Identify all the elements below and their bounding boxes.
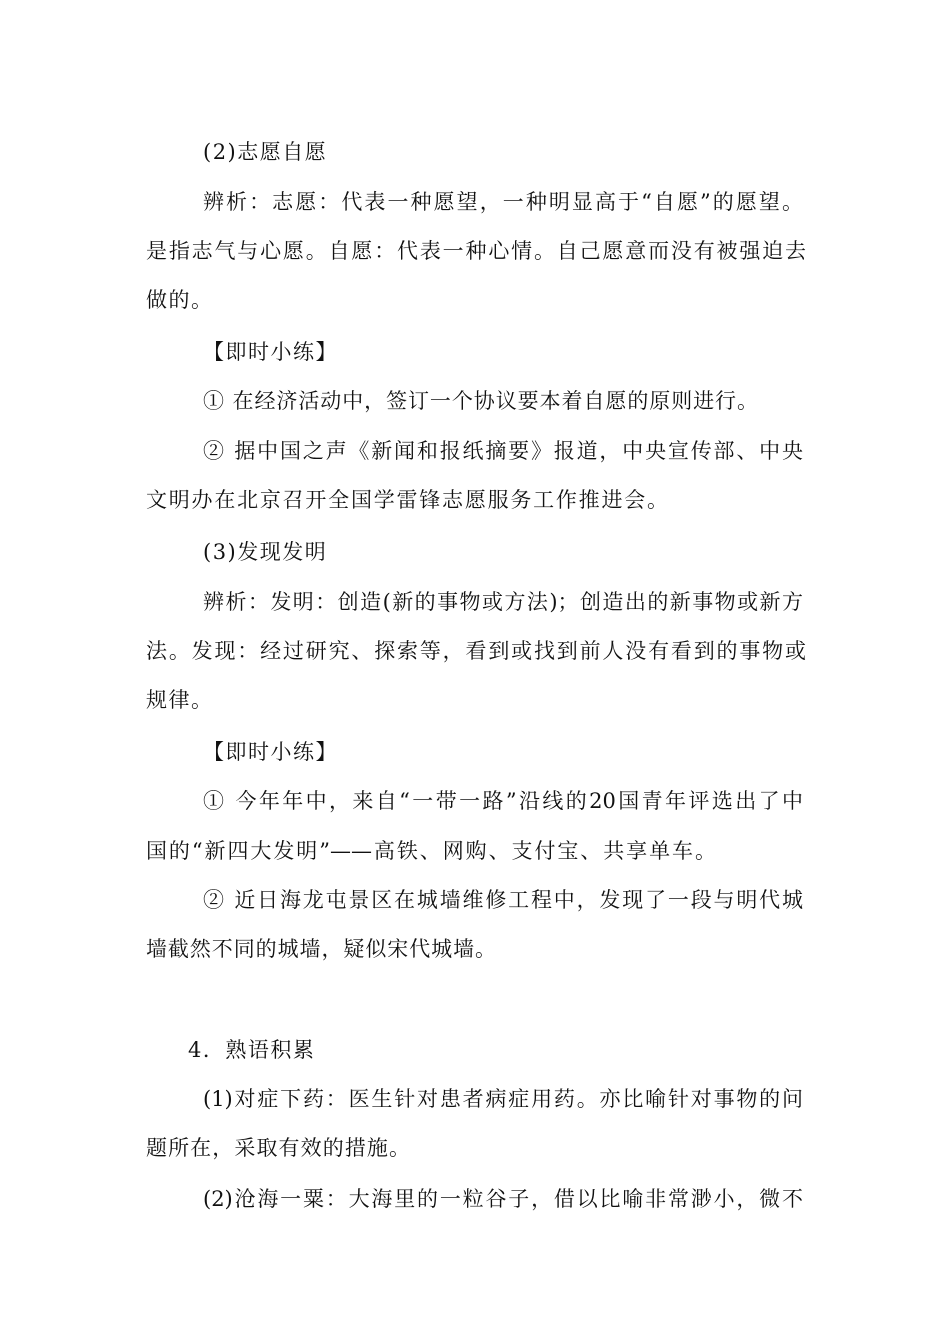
example-line: ① 今年年中，来自“一带一路”沿线的20国青年评选出了中	[203, 789, 803, 813]
example-line: ② 据中国之声《新闻和报纸摘要》报道，中央宣传部、中央	[203, 439, 803, 463]
practice-title: 【即时小练】	[203, 740, 338, 764]
analysis-line: 规律。	[146, 688, 214, 712]
example-line: 墙截然不同的城墙，疑似宋代城墙。	[146, 937, 496, 961]
idiom-line: (1)对症下药：医生针对患者病症用药。亦比喻针对事物的问	[203, 1087, 803, 1111]
section-heading: (2)志愿自愿	[203, 140, 328, 164]
example-line: ② 近日海龙屯景区在城墙维修工程中，发现了一段与明代城	[203, 888, 803, 912]
idiom-line: 题所在，采取有效的措施。	[146, 1136, 410, 1160]
analysis-line: 做的。	[146, 288, 214, 312]
example-line: 国的“新四大发明”——高铁、网购、支付宝、共享单车。	[146, 839, 716, 863]
analysis-line: 是指志气与心愿。自愿：代表一种心情。自己愿意而没有被强迫去	[146, 239, 806, 263]
analysis-line: 法。发现：经过研究、探索等，看到或找到前人没有看到的事物或	[146, 639, 806, 663]
example-line: 文明办在北京召开全国学雷锋志愿服务工作推进会。	[146, 488, 668, 512]
analysis-line: 辨析：发明：创造(新的事物或方法)；创造出的新事物或新方	[203, 590, 803, 614]
section-heading: 4．熟语积累	[188, 1038, 316, 1062]
practice-title: 【即时小练】	[203, 340, 338, 364]
analysis-line: 辨析：志愿：代表一种愿望，一种明显高于“自愿”的愿望。	[203, 190, 803, 214]
idiom-line: (2)沧海一粟：大海里的一粒谷子，借以比喻非常渺小，微不	[203, 1187, 803, 1211]
section-heading: (3)发现发明	[203, 540, 328, 564]
example-line: ① 在经济活动中，签订一个协议要本着自愿的原则进行。	[203, 389, 758, 413]
